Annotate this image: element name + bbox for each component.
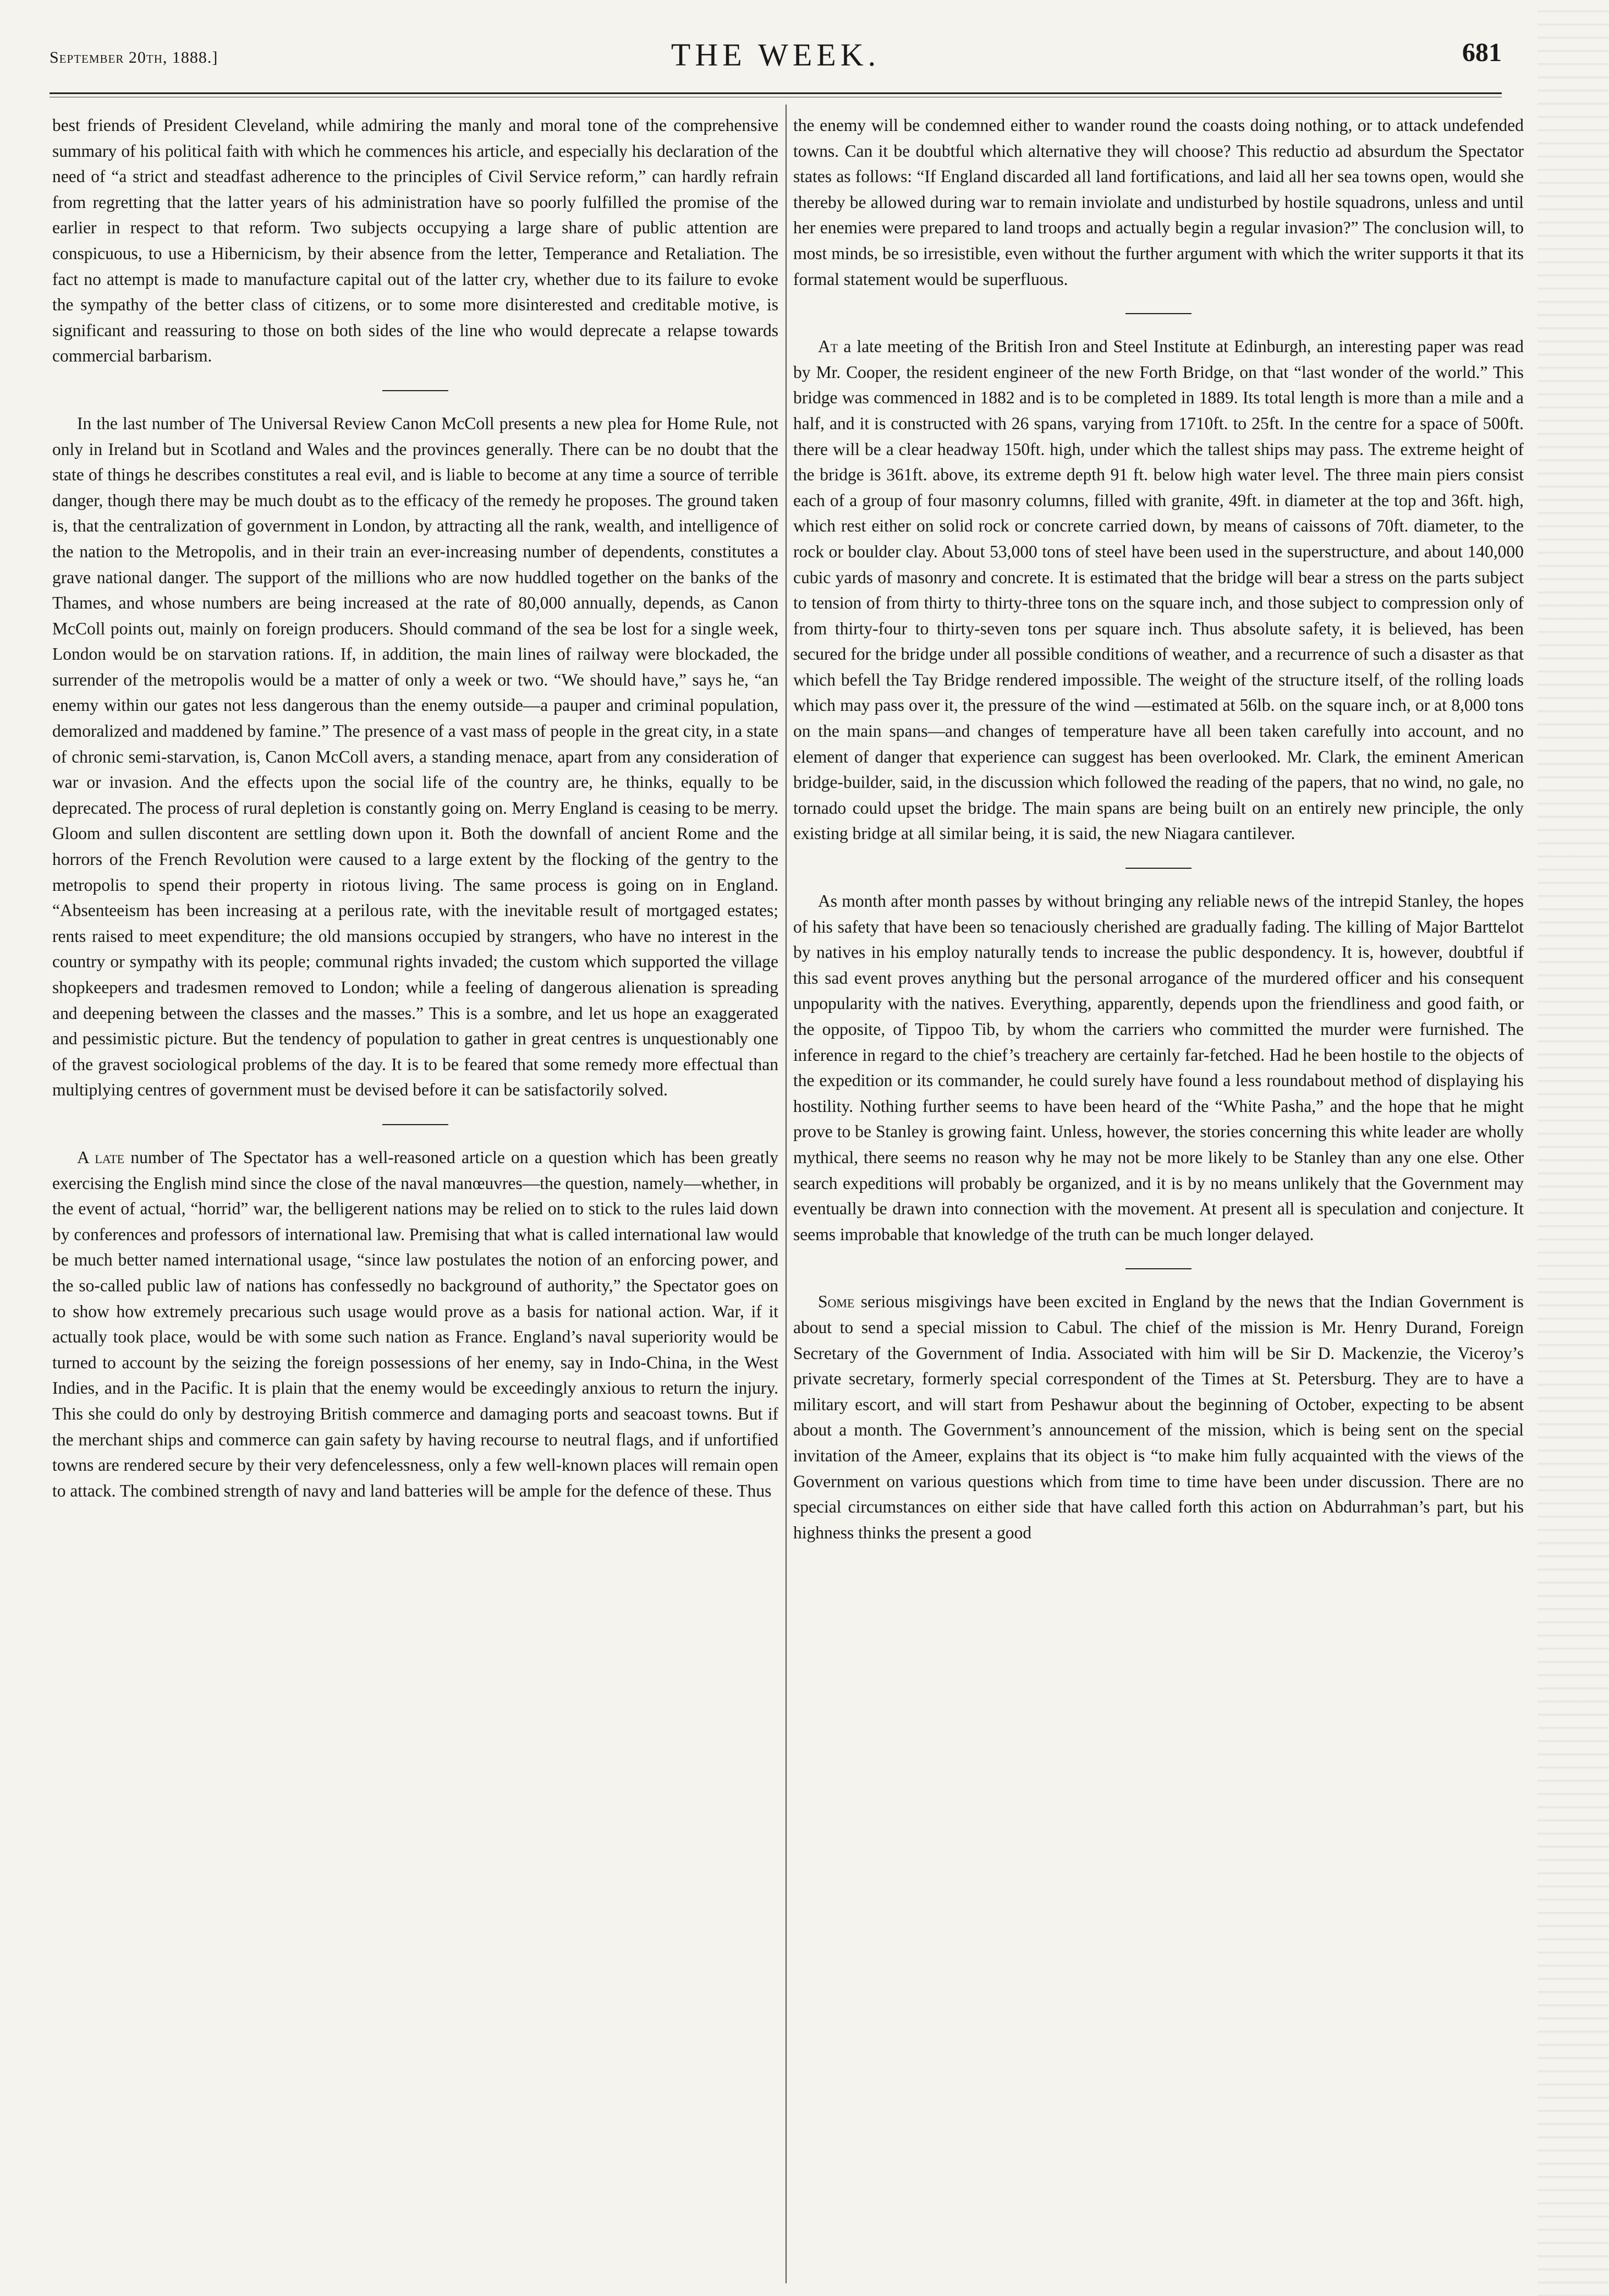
lead-in: At [818,337,838,357]
publication-title: THE WEEK. [671,37,881,73]
article-spectator [52,1145,778,1504]
article-body: a late meeting of the British Iron and Steel Institute at Edinburgh, an interesting paper was read by Mr. Cooper, the resident engineer of the new Forth Bridge, on that “last wonder of the world.” This bridge was commenced in 1882 and is to be completed in 1889. Its total length is more than a mile and a half, and it is constructed with 26 spans, varying from 1710ft. to 25ft. In the centre for a space of 500ft. there will be a clear headway 150ft. high, under which the tallest ships may pass. The extreme height of the bridge is 361ft. above, its extreme depth 91 ft. below high water level. The three main piers consist each of a group of four masonry columns, filled with granite, 49ft. in diameter at the top and 36ft. high, which rest either on solid rock or concrete carried down, by means of caissons of 70ft. diameter, to the rock or boulder clay. About 53,000 tons of steel have been used in the superstructure, and about 140,000 cubic yards of masonry and concrete. It is estimated that the bridge will bear a stress on the parts subject to tension of from thirty to thirty-three tons on the square inch, and those subject to compression only of from thirty-four to thirty-seven tons per square inch. Thus absolute safety, it is believed, has been secured for the bridge under all possible conditions of weather, and a recurrence of such a disaster as that which befell the Tay Bridge rendered impossible. The weight of the structure itself, of the rolling loads which may pass over it, the pressure of the wind —estimated at 56lb. on the square inch, or at 8,000 tons on the main spans—and changes of temperature have all been taken carefully into account, and no element of danger that experience can suggest has been overlooked. Mr. Clark, the eminent American bridge-builder, said, in the discussion which followed the reading of the papers, that no wind, no gale, no tornado could upset the bridge. The main spans are being built on an entirely new principle, the only existing bridge at all similar being, it is said, the new Niagara cantilever. [793,337,1524,843]
article-spectator-continued: the enemy will be condemned either to wander round the coasts doing nothing, or to attack undefended towns. Can it be doubtful which alternative they will choose? This reductio ad absurdum the Spectator states as follows: “If England discarded all land fortifications, and laid all her sea towns open, would she thereby be allowed during war to remain inviolate and undisturbed by hostile squadrons, unless and until her enemies were prepared to land troops and actually begin a regular invasion?” The conclusion will, to most minds, be so irresistible, even without the further argument with which the writer supports it that its formal statement would be superfluous. [793,116,1524,289]
article-separator [382,390,448,391]
lead-in: A late [77,1147,125,1167]
scan-edge [1537,0,1609,2296]
article-cabul-mission [793,1289,1524,1546]
article-body: serious misgivings have been excited in England by the news that the Indian Government is about to send a special mission to Cabul. The chief of the mission is Mr. Henry Durand, Foreign Secretary of the Government of India. Associated with him will be Sir D. Mackenzie, the Viceroy’s private secretary, formerly special correspondent of the Times at St. Petersburg. They are to have a military escort, and will start from Peshawur about the beginning of October, expecting to be absent about a month. The Government’s announcement of the mission, which is being sent on the special invitation of the Ameer, explains that its object is “to make him fully acquainted with the views of the Government on various questions which from time to time have been under discussion. There are no special circumstances on either side that have called forth this action on Abdurrahman’s part, but his highness thinks the present a good [793,1292,1524,1542]
article-separator [1125,313,1191,314]
article-cleveland: best friends of President Cleveland, while admiring the manly and moral tone of the comprehensive summary of his political faith with which he commences his article, and especially his declaration of the need of “a strict and steadfast adherence to the principles of Civil Service reform,” can hardly refrain from regretting that the latter years of his administration have so poorly fulfilled the promise of the earlier in respect to that reform. Two subjects occupying a large share of public attention are conspicuous, to use a Hibernicism, by their absence from the letter, Temperance and Retaliation. The fact no attempt is made to manufacture capital out of the latter cry, whether due to its failure to evoke the sympathy of the better class of citizens, or to some more disinterested and creditable motive, is significant and reassuring to those on both sides of the line who would deprecate a relapse towards commercial barbarism. [52,116,778,366]
article-body: number of The Spectator has a well-reasoned article on a question which has been greatly exercising the English mind since the close of the naval manœuvres—the question, namely—whether, in the event of actual, “horrid” war, the belligerent nations may be relied on to stick to the rules laid down by conferences and professors of international law. Premising that what is called international law would be much better named international usage, “since law postulates the notion of an enforcing power, and the so-called public law of nations has confessedly no background of authority,” the Spectator goes on to show how extremely precarious such usage would prove as a basis for national action. War, if it actually took place, would be with some such nation as France. England’s naval superiority would be turned to account by the seizing the foreign possessions of her enemy, say in Indo-China, in the West Indies, and in the Pacific. It is plain that the enemy would be exceedingly anxious to return the injury. This she could do only by destroying British commerce and damaging ports and seacoast towns. But if the merchant ships and commerce can gain safety by having recourse to neutral flags, and if unfortified towns are rendered secure by their very defencelessness, only a few well-known places will remain open to attack. The combined strength of navy and land batteries will be ample for the defence of these. Thus [52,1147,778,1500]
left-column [52,113,778,1504]
right-column [793,113,1524,1546]
article-home-rule: In the last number of The Universal Review Canon McColl presents a new plea for Home Rule, not only in Ireland but in Scotland and Wales and the provinces generally. There can be no doubt that the state of things he describes constitutes a real evil, and is liable to become at any time a source of terrible danger, though there may be much doubt as to the efficacy of the remedy he proposes. The ground taken is, that the centralization of government in London, by attracting all the rank, wealth, and intelligence of the nation to the Metropolis, and in their train an ever-increasing number of dependents, constitutes a grave national danger. The support of the millions who are now huddled together on the banks of the Thames, and whose numbers are being increased at the rate of 80,000 annually, depends, as Canon McColl points out, mainly on foreign producers. Should command of the sea be lost for a single week, London would be on starvation rations. If, in addition, the main lines of railway were blockaded, the surrender of the metropolis would be a matter of only a week or two. “We should have,” says he, “an enemy within our gates not less dangerous than the enemy outside—a pauper and criminal population, demoralized and maddened by famine.” The presence of a vast mass of people in the great city, in a state of chronic semi-starvation, is, Canon McColl avers, a standing menace, apart from any consideration of war or invasion. And the effects upon the social life of the country are, he thinks, equally to be deprecated. The process of rural depletion is constantly going on. Merry England is ceasing to be merry. Gloom and sullen discontent are settling down upon it. Both the downfall of ancient Rome and the horrors of the French Revolution were caused to a large extent by the flocking of the gentry to the metropolis to spend their property in riotous living. The same process is going on in England. “Absenteeism has been increasing at a perilous rate, with the inevitable result of mortgaged estates; rents raised to meet expenditure; the old mansions occupied by strangers, who have no interest in the country or sympathy with its people; communal rights invaded; the custom which supported the village shopkeepers and tradesmen removed to London; while a feeling of dangerous alienation is spreading and deepening between the classes and the masses.” This is a sombre, and let us hope an exaggerated and pessimistic picture. But the tendency of population to gather in great centres is unquestionably one of the gravest sociological problems of the day. It is to be feared that some remedy more effectual than multiplying centres of government must be devised before it can be satisfactorily solved. [52,413,778,1100]
article-separator [382,1124,448,1125]
article-forth-bridge [793,334,1524,847]
article-separator [1125,1268,1191,1269]
issue-date: September 20th, 1888.] [50,48,218,67]
lead-in: Some [818,1292,855,1312]
header-rule [50,92,1502,94]
page-number: 681 [1462,38,1502,67]
article-stanley: As month after month passes by without bringing any reliable news of the intrepid Stanley, the hopes of his safety that have been so tenaciously cherished are gradually fading. The killing of Major Barttelot by natives in his employ naturally tends to increase the public despondency. It is, however, doubtful if this sad event proves anything but the personal arrogance of the murdered officer and his consequent unpopularity with the natives. Everything, apparently, depends upon the friendliness and good faith, or the opposite, of Tippoo Tib, by whom the carriers who committed the murder were furnished. The inference in regard to the chief’s treachery are certainly far-fetched. Had he been hostile to the objects of the expedition or its commander, he could surely have found a less roundabout method of displaying his hostility. Nothing further seems to have been heard of the “White Pasha,” and the hope that he might prove to be Stanley is growing faint. Unless, however, the stories concerning this white leader are wholly mythical, there seems no reason why he may not be more likely to be Stanley than any one else. Other search expeditions will probably be organized, and it is by no means unlikely that the Government may eventually be drawn into connection with the movement. At present all is speculation and conjecture. It seems improbable that knowledge of the truth can be much longer delayed. [793,891,1524,1244]
page-header [50,32,1502,76]
column-divider [786,105,787,2283]
article-separator [1125,868,1191,869]
